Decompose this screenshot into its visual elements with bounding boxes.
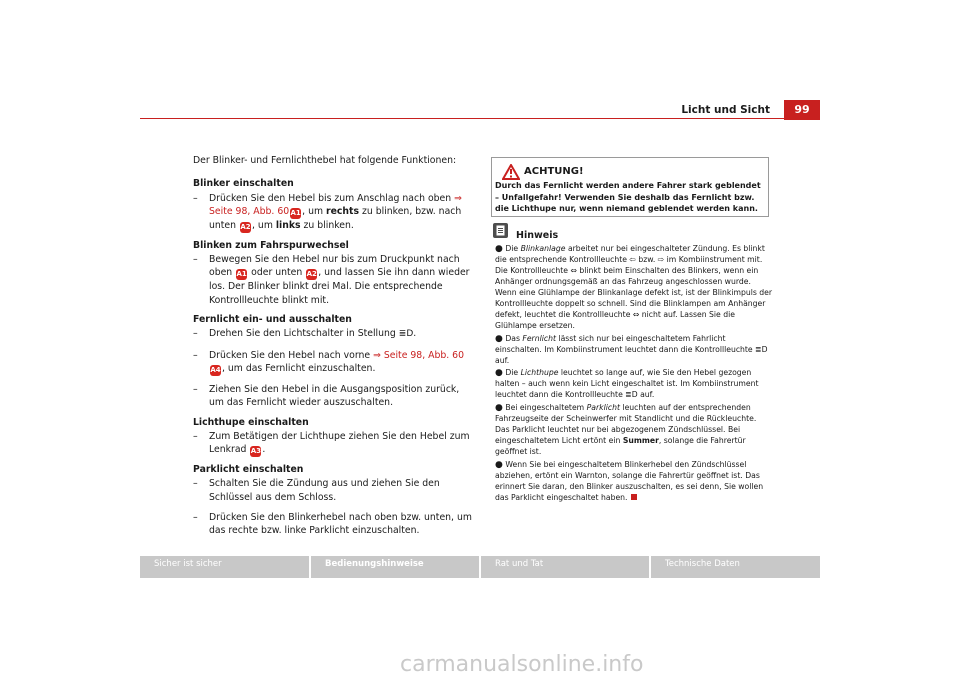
dash-marker: –	[193, 478, 198, 490]
heading-high-beam: Fernlicht ein- und ausschalten	[193, 314, 352, 326]
note-text: Wenn Sie bei eingeschaltetem Blinkerhebel den Zündschlüssel abziehen, ertönt ein Warnton, solange die Fahrertür geöffnet ist. Das erinnert Sie daran, den Blinker auszuschalten, es sei denn, Sie wollen das Parklicht eingeschaltet haben.	[495, 460, 764, 502]
item-text: Bewegen Sie den Hebel nur bis zum Druckpunkt nach oben	[209, 254, 460, 279]
arrow-right-icon: ⇨	[657, 254, 665, 264]
item-text: oder unten	[251, 267, 303, 279]
callout-badge: A2	[240, 222, 251, 231]
page-header-title: Licht und Sicht	[681, 104, 770, 116]
dash-marker: –	[193, 512, 198, 524]
heading-blinker: Blinker einschalten	[193, 178, 294, 190]
callout-badge: A3	[250, 447, 262, 456]
list-item	[193, 192, 475, 233]
dash-marker: –	[193, 383, 198, 395]
trailer-indicator-icon: ⇔	[570, 265, 577, 275]
callout-badge: A1	[236, 270, 247, 279]
item-text: Drücken Sie den Blinkerhebel nach oben bzw. unten, um das rechte bzw. linke Parklicht einzuschalten.	[209, 512, 472, 537]
headlight-icon: ≣D	[398, 329, 414, 340]
header-rule	[140, 118, 820, 119]
page-number-badge: 99	[784, 100, 820, 120]
bullet-marker: ●	[495, 460, 503, 471]
list-item: – Drehen Sie den Lichtschalter in Stellung ≣D.	[193, 328, 417, 340]
dash-marker: –	[193, 349, 198, 361]
list-item	[193, 511, 475, 538]
note-italic: Lichthupe	[520, 368, 559, 378]
headlight-icon: ≣D	[625, 390, 638, 400]
page-reference-link[interactable]: ⇒ Seite 98, Abb. 60	[373, 349, 465, 361]
note-text: bzw.	[638, 254, 656, 264]
note-text: auf.	[495, 355, 510, 365]
note-text: Bei eingeschaltetem	[505, 403, 585, 413]
note-bullet	[495, 460, 773, 504]
dash-marker: –	[193, 192, 198, 204]
bold-term: rechts	[326, 205, 359, 217]
warning-box	[491, 157, 769, 217]
list-item	[193, 477, 475, 504]
item-text: Drücken Sie den Hebel bis zum Anschlag nach oben	[209, 192, 452, 204]
bullet-marker: ●	[495, 333, 503, 344]
warning-title: ACHTUNG!	[524, 166, 584, 177]
dash-marker: –	[193, 328, 198, 340]
heading-lane-change: Blinken zum Fahrspurwechsel	[193, 239, 349, 251]
note-bullet	[495, 244, 773, 332]
bullet-marker: ●	[495, 403, 503, 414]
item-text: , um das Fernlicht einzuschalten.	[222, 362, 376, 374]
item-text: zu blinken.	[303, 219, 354, 231]
footer-tab-safety[interactable]: Sicher ist sicher	[154, 559, 222, 569]
note-bold: Summer	[622, 436, 659, 446]
note-text: blinkt beim Einschalten des Blinkers, wenn ein Anhänger ordnungsgemäß an das Fahrzeug angeschlossen wurde. Wenn eine Glühlampe der Blinkanlage defekt ist, ist der Blinkimpuls der Kontrollleuchte doppelt so schnell. Sind die Blinklampen am Anhänger defekt, leuchtet die Kontrollleuchte	[495, 265, 773, 319]
item-text: , und lassen Sie ihn dann wieder los. Der Blinker blinkt drei Mal. Die entsprechende Kontrollleuchte blinkt mit.	[209, 267, 470, 306]
footer-tab-advice[interactable]: Rat und Tat	[495, 559, 544, 569]
note-italic: Parklicht	[586, 403, 620, 413]
note-text: , solange die Fahrertür geöffnet ist.	[495, 436, 746, 457]
arrow-left-icon: ⇦	[629, 254, 636, 264]
note-text: Die	[505, 368, 519, 378]
intro-text: Der Blinker- und Fernlichthebel hat folgende Funktionen:	[193, 155, 457, 166]
warning-text: Durch das Fernlicht werden andere Fahrer stark geblendet – Unfallgefahr! Verwenden Sie deshalb das Fernlicht bzw. die Lichthupe nur, wenn niemand geblendet werden kann.	[495, 181, 761, 213]
end-of-section-marker	[631, 494, 637, 500]
footer-tab-operation[interactable]: Bedienungshinweise	[325, 559, 424, 569]
list-item	[193, 349, 475, 376]
callout-badge: A4	[210, 365, 221, 374]
footer-nav	[140, 556, 820, 578]
note-icon	[493, 223, 508, 238]
heading-flasher: Lichthupe einschalten	[193, 416, 309, 428]
watermark-text: carmanualsonline.info	[400, 652, 644, 677]
note-text: arbeitet nur bei eingeschalteter Zündung. Es blinkt die entsprechende Kontrollleuchte	[495, 244, 765, 264]
item-text: Zum Betätigen der Lichthupe ziehen Sie den Hebel zum Lenkrad	[209, 430, 470, 456]
item-text: , um	[252, 219, 273, 231]
note-bullet	[495, 403, 773, 458]
note-body	[495, 244, 773, 506]
main-text-column	[193, 154, 475, 538]
note-text: auf.	[640, 390, 655, 400]
note-title: Hinweis	[516, 230, 559, 241]
list-item	[193, 383, 475, 410]
bullet-marker: ●	[495, 368, 503, 379]
dash-marker: –	[193, 430, 198, 442]
list-item: – Zum Betätigen der Lichthupe ziehen Sie den Hebel zum Lenkrad A3.	[193, 430, 470, 456]
note-italic: Fernlicht	[522, 333, 556, 343]
item-text: Drehen Sie den Lichtschalter in Stellung	[209, 328, 396, 340]
note-text: Die	[505, 244, 519, 253]
item-text: Schalten Sie die Zündung aus und ziehen Sie den Schlüssel aus dem Schloss.	[209, 478, 440, 503]
dash-marker: –	[193, 254, 198, 266]
item-text: zu blinken, bzw. nach unten	[209, 205, 462, 231]
note-text: leuchten auf der entsprechenden Fahrzeugseite der Scheinwerfer mit Standlicht und die Rückleuchte. Das Parklicht leuchtet nur bei abgezogenem Zündschlüssel. Bei eingeschaltetem Licht ertönt ein	[495, 403, 757, 446]
note-paper-icon	[493, 223, 508, 238]
trailer-indicator-icon: ⇔	[632, 309, 640, 319]
callout-badge: A1	[290, 208, 301, 217]
note-bullet	[495, 334, 773, 367]
headlight-icon: ≣D	[755, 344, 768, 354]
note-text: Das	[505, 333, 520, 343]
list-item	[193, 253, 475, 307]
note-bullet	[495, 368, 773, 401]
note-italic: Blinkanlage	[520, 244, 566, 253]
note-text: leuchtet so lange auf, wie Sie den Hebel gezogen halten – auch wenn kein Licht eingeschaltet ist. Im Kombiinstrument leuchtet dann die Kontrollleuchte	[495, 368, 759, 400]
bold-term: links	[275, 219, 301, 231]
note-text: nicht auf. Lassen Sie die Glühlampe ersetzen.	[495, 309, 735, 330]
page-reference-link[interactable]: ⇒ Seite 98, Abb. 60	[209, 192, 462, 217]
bullet-marker: ●	[495, 244, 503, 254]
item-text: Drücken Sie den Hebel nach vorne	[209, 349, 371, 361]
note-text: im Kombiinstrument mit. Die Kontrollleuchte	[495, 254, 763, 275]
footer-tab-technical-data[interactable]: Technische Daten	[665, 559, 740, 569]
warning-triangle-icon	[502, 164, 520, 180]
item-text: Ziehen Sie den Hebel in die Ausgangsposition zurück, um das Fernlicht wieder auszuschalten.	[209, 383, 460, 409]
item-text: , um	[302, 205, 324, 217]
note-text: lässt sich nur bei eingeschaltetem Fahrlicht einschalten. Im Kombiinstrument leuchtet dann die Kontrollleuchte	[495, 333, 753, 354]
heading-parking-light: Parklicht einschalten	[193, 464, 304, 476]
callout-badge: A2	[306, 270, 317, 279]
